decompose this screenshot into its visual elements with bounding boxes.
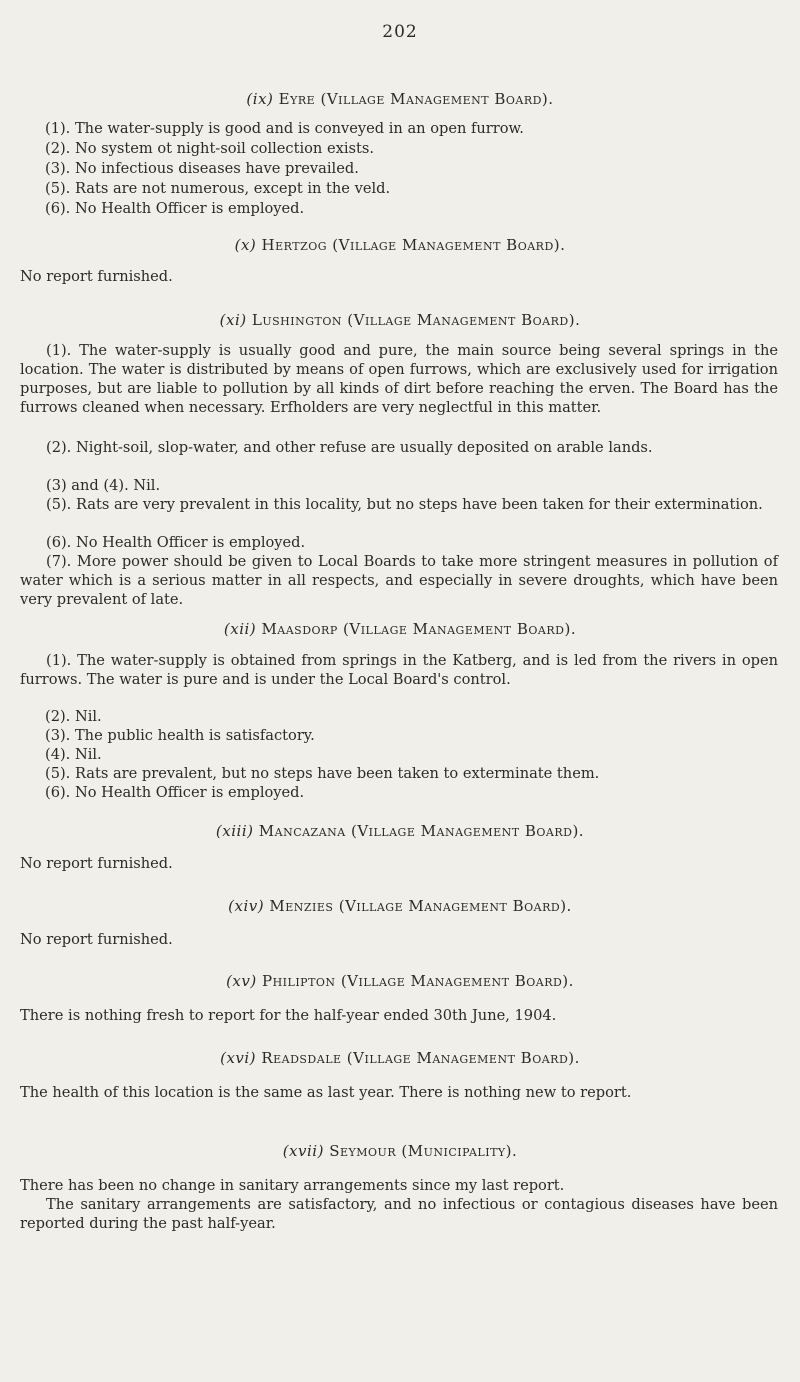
section-title: Menzies (Village Management Board). [269, 897, 572, 915]
section-title: Seymour (Municipality). [329, 1142, 518, 1160]
section-number: (xii) [223, 620, 257, 638]
section-heading-philipton [0, 972, 800, 990]
paragraph: (5). Rats are very prevalent in this locality, but no steps have been taken for their extermination. [46, 496, 763, 513]
paragraph: (2). Night-soil, slop-water, and other refuse are usually deposited on arable lands. [46, 439, 653, 456]
paragraph: The sanitary arrangements are satisfactory, and no infectious or contagious diseases have been reported during the past half-year. [20, 1196, 778, 1232]
section-heading-eyre [0, 90, 800, 108]
section-text: There is nothing fresh to report for the half-year ended 30th June, 1904. [20, 1007, 557, 1024]
section-heading-menzies [0, 897, 800, 915]
paragraph: (1). The water-supply is usually good and pure, the main source being several springs in the location. The water is distributed by means of open furrows, which are exclusively used for irrigation purposes, but are liable to pollution by all kinds of dirt before reaching the erven. The Board has the furrows cleaned when necessary. Erfholders are very neglectful in this matter. [20, 342, 778, 416]
section-number: (xv) [226, 972, 257, 990]
section-heading-hertzog [0, 236, 800, 254]
list-item: (6). No Health Officer is employed. [45, 784, 305, 801]
section-number: (ix) [246, 90, 274, 108]
section-text: No report furnished. [20, 268, 173, 285]
section-heading-seymour [0, 1142, 800, 1160]
section-title: Philipton (Village Management Board). [262, 972, 574, 990]
section-heading-lushington [0, 311, 800, 329]
section-number: (xvi) [220, 1049, 257, 1067]
paragraph: (1). The water-supply is obtained from springs in the Katberg, and is led from the rivers in open furrows. The water is pure and is under the Local Board's control. [20, 652, 778, 688]
section-text: No report furnished. [20, 931, 173, 948]
section-number: (xi) [219, 311, 247, 329]
list-item: (3). No infectious diseases have prevailed. [45, 160, 359, 177]
section-heading-maasdorp [0, 620, 800, 638]
list-item: (3). The public health is satisfactory. [45, 727, 315, 744]
section-title: Readsdale (Village Management Board). [261, 1049, 580, 1067]
list-item: (2). No system ot night-soil collection exists. [45, 140, 374, 157]
section-text: No report furnished. [20, 855, 173, 872]
list-item: (4). Nil. [45, 746, 102, 763]
section-title: Lushington (Village Management Board). [251, 311, 581, 329]
section-title: Mancazana (Village Management Board). [258, 822, 585, 840]
section-title: Eyre (Village Management Board). [278, 90, 554, 108]
paragraph: (6). No Health Officer is employed. [46, 534, 306, 551]
section-heading-mancazana [0, 822, 800, 840]
section-title: Hertzog (Village Management Board). [261, 236, 566, 254]
section-heading-readsdale [0, 1049, 800, 1067]
paragraph: (7). More power should be given to Local Boards to take more stringent measures in pollution of water which is a serious matter in all respects, and especially in severe droughts, which have been very prevalent of late. [20, 553, 778, 608]
page-number: 202 [382, 22, 418, 42]
list-item: (6). No Health Officer is employed. [45, 200, 305, 217]
section-number: (xiv) [228, 897, 265, 915]
paragraph: There has been no change in sanitary arrangements since my last report. [20, 1177, 565, 1194]
list-item: (2). Nil. [45, 708, 102, 725]
list-item: (1). The water-supply is good and is conveyed in an open furrow. [45, 120, 524, 137]
section-number: (xiii) [215, 822, 254, 840]
section-number: (xvii) [282, 1142, 324, 1160]
section-title: Maasdorp (Village Management Board). [261, 620, 577, 638]
paragraph: (3) and (4). Nil. [46, 477, 161, 494]
section-number: (x) [234, 236, 257, 254]
list-item: (5). Rats are prevalent, but no steps have been taken to exterminate them. [45, 765, 600, 782]
list-item: (5). Rats are not numerous, except in the veld. [45, 180, 391, 197]
paragraph: The health of this location is the same as last year. There is nothing new to report. [20, 1084, 632, 1101]
